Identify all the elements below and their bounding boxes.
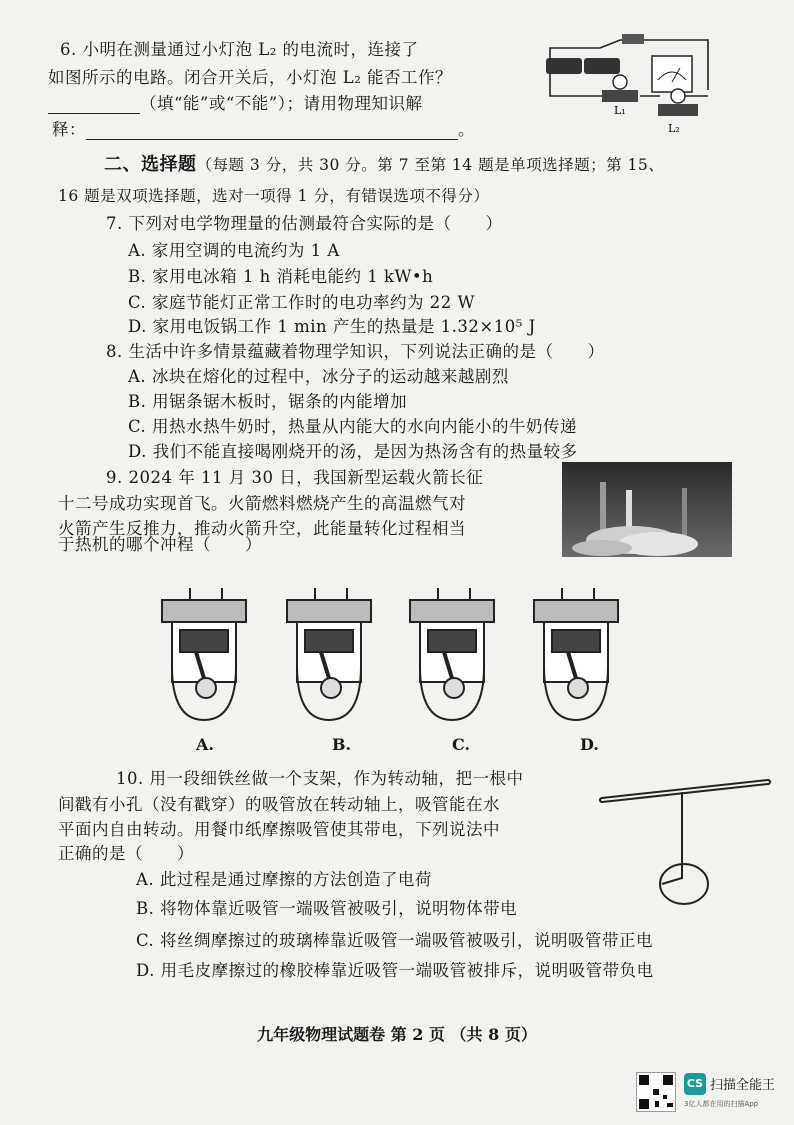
section2-heading: 二、选择题: [104, 154, 197, 175]
q9-line1: 9. 2024 年 11 月 30 日，我国新型运载火箭长征: [106, 468, 484, 487]
q8-option-a[interactable]: A. 冰块在熔化的过程中，冰分子的运动越来越剧烈: [128, 367, 509, 386]
q6-line3: [48, 90, 423, 114]
q10-option-c[interactable]: C. 将丝绸摩擦过的玻璃棒靠近吸管一端吸管被吸引，说明吸管带正电: [136, 931, 654, 950]
q10-line1: 10. 用一段细铁丝做一个支架，作为转动轴，把一根中: [116, 769, 524, 788]
q10-line3: 平面内自由转动。用餐巾纸摩擦吸管使其带电，下列说法中: [58, 820, 500, 839]
q9-line4: 于热机的哪个冲程（ ）: [58, 535, 262, 554]
q6-line4-suffix: 。: [458, 120, 475, 139]
switch: [622, 34, 644, 44]
engine-label-b[interactable]: B.: [332, 735, 352, 754]
ammeter: [652, 56, 692, 92]
q6-line2: 如图所示的电路。闭合开关后，小灯泡 L₂ 能否工作？: [48, 68, 453, 87]
q9-line3: 火箭产生反推力，推动火箭升空，此能量转化过程相当: [58, 519, 466, 538]
q8-option-d[interactable]: D. 我们不能直接喝刚烧开的汤，是因为热汤含有的热量较多: [128, 442, 578, 461]
rocket-photo: [562, 462, 732, 557]
battery-2: [584, 58, 620, 74]
wire-stand: [662, 792, 682, 884]
q7-option-c[interactable]: C. 家庭节能灯正常工作时的电功率约为 22 W: [128, 293, 475, 312]
q8-option-b[interactable]: B. 用锯条锯木板时，锯条的内能增加: [128, 392, 408, 411]
engine-diagrams: [150, 570, 640, 730]
scanner-logo-icon: CS: [684, 1073, 706, 1095]
q6-line4: [52, 116, 475, 140]
q6-line3-text: （填“能”或“不能”）；请用物理知识解: [140, 94, 423, 113]
section2-note2: 16 题是双项选择题，选对一项得 1 分，有错误选项不得分）: [58, 187, 490, 205]
q8-stem: 8. 生活中许多情景蕴藏着物理学知识，下列说法正确的是（ ）: [106, 342, 605, 361]
engine-label-c[interactable]: C.: [452, 735, 471, 754]
bulb-holder-l2: [658, 104, 698, 116]
scanner-tagline: 3亿人都在用的扫描App: [684, 1100, 759, 1108]
q6-line4-prefix: 释：: [52, 120, 86, 139]
label-l1: L₁: [614, 104, 626, 117]
q6-line1: 6. 小明在测量通过小灯泡 L₂ 的电流时，连接了: [60, 40, 419, 59]
q10-line4: 正确的是（ ）: [58, 844, 194, 863]
q6-explain-blank[interactable]: [86, 123, 458, 140]
bulb-l2: [671, 89, 685, 103]
section2-note1: （每题 3 分，共 30 分。第 7 至第 14 题是单项选择题；第 15、: [196, 156, 665, 174]
engine-label-a[interactable]: A.: [196, 735, 214, 754]
bulb-l1: [613, 75, 627, 89]
q10-option-d[interactable]: D. 用毛皮摩擦过的橡胶棒靠近吸管一端吸管被排斥，说明吸管带负电: [136, 961, 654, 980]
q6-answer-blank[interactable]: [48, 97, 140, 114]
q10-line2: 间戳有小孔（没有戳穿）的吸管放在转动轴上，吸管能在水: [58, 795, 500, 814]
q7-option-b[interactable]: B. 家用电冰箱 1 h 消耗电能约 1 kW•h: [128, 267, 434, 286]
q10-option-b[interactable]: B. 将物体靠近吸管一端吸管被吸引，说明物体带电: [136, 899, 518, 918]
scanner-app-name: 扫描全能王: [710, 1078, 776, 1093]
battery-1: [546, 58, 582, 74]
qr-code: [636, 1072, 676, 1112]
q7-option-a[interactable]: A. 家用空调的电流约为 1 A: [128, 241, 340, 260]
q7-stem: 7. 下列对电学物理量的估测最符合实际的是（ ）: [106, 214, 503, 233]
section2-heading-line: [104, 150, 664, 176]
q10-option-a[interactable]: A. 此过程是通过摩擦的方法创造了电荷: [136, 870, 432, 889]
page-footer: 九年级物理试题卷 第 2 页 （共 8 页）: [257, 1025, 537, 1044]
straw-stand-figure: [596, 774, 776, 914]
bulb-holder-l1: [602, 90, 638, 102]
q9-line2: 十二号成功实现首飞。火箭燃料燃烧产生的高温燃气对: [58, 494, 466, 513]
label-l2: L₂: [668, 122, 680, 135]
engine-label-d[interactable]: D.: [580, 735, 599, 754]
q7-option-d[interactable]: D. 家用电饭锅工作 1 min 产生的热量是 1.32×10⁵ J: [128, 317, 536, 336]
circuit-figure: [540, 28, 720, 138]
q8-option-c[interactable]: C. 用热水热牛奶时，热量从内能大的水向内能小的牛奶传递: [128, 417, 578, 436]
